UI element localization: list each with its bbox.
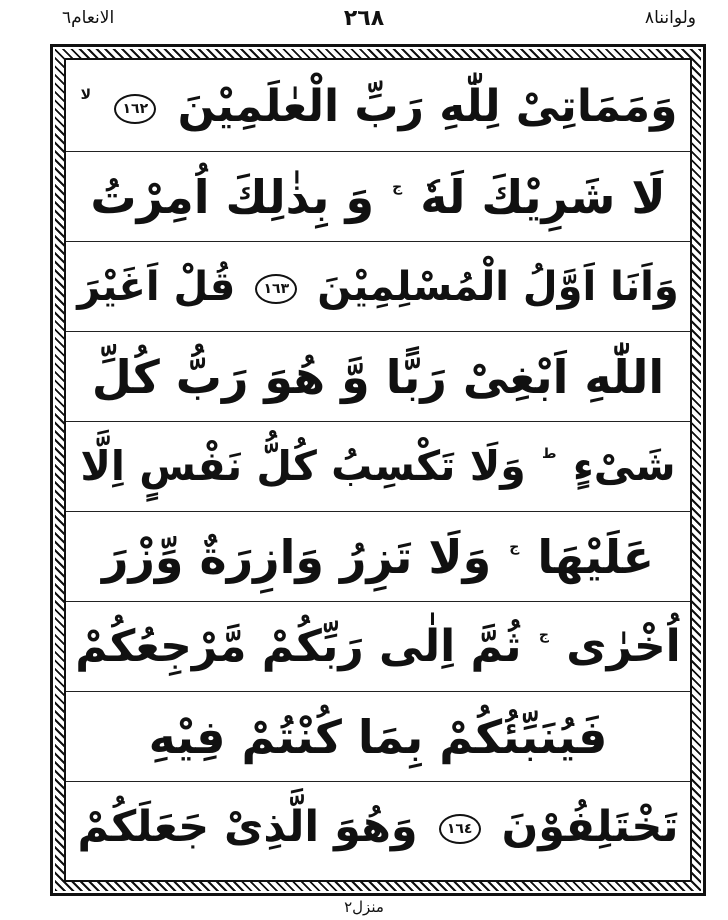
waqf-sign: ط bbox=[542, 446, 557, 462]
text-line bbox=[66, 62, 690, 152]
page-number: ٢٦٨ bbox=[343, 6, 385, 31]
line-text: اُخْرٰى bbox=[566, 620, 681, 672]
manzil-label: منزل٢ bbox=[344, 898, 384, 916]
text-line bbox=[66, 152, 690, 242]
line-text: وَلَا تَزِرُ وَازِرَةٌ وِّزْرَ bbox=[101, 529, 492, 584]
waqf-sign: ج bbox=[392, 178, 403, 195]
waqf-sign: ج bbox=[509, 538, 520, 555]
line-text: عَلَيْهَا bbox=[537, 529, 655, 584]
line-text: اللّٰهِ اَبْغِىْ رَبًّا وَّ هُوَ رَبُّ كُلِّ bbox=[91, 349, 665, 404]
text-line bbox=[66, 692, 690, 782]
line-text: وَمَمَاتِىْ لِلّٰهِ رَبِّ الْعٰلَمِيْنَ bbox=[177, 80, 678, 132]
page-header bbox=[0, 0, 728, 44]
juz-name: ولواننا٨ bbox=[644, 8, 696, 28]
waqf-sign: ج bbox=[538, 626, 549, 643]
text-line bbox=[66, 782, 690, 872]
line-text: وَ بِذٰلِكَ اُمِرْتُ bbox=[90, 169, 375, 224]
line-text: شَىْءٍ bbox=[572, 442, 676, 490]
surah-name: الانعام٦ bbox=[62, 8, 115, 28]
line-text: فَيُنَبِّئُكُمْ بِمَا كُنْتُمْ فِيْهِ bbox=[148, 709, 608, 764]
text-line bbox=[66, 422, 690, 512]
text-line bbox=[66, 602, 690, 692]
ayah-marker: ١٦٢ bbox=[114, 94, 156, 124]
waqf-sign: لا bbox=[80, 86, 91, 103]
line-text: وَهُوَ الَّذِىْ جَعَلَكُمْ bbox=[77, 801, 418, 852]
text-line bbox=[66, 332, 690, 422]
line-text: قُلْ اَغَيْرَ bbox=[77, 263, 236, 310]
line-text: وَلَا تَكْسِبُ كُلُّ نَفْسٍ اِلَّا bbox=[80, 442, 526, 490]
text-line bbox=[66, 242, 690, 332]
text-line bbox=[66, 512, 690, 602]
line-text: تَخْتَلِفُوْنَ bbox=[501, 801, 679, 852]
line-text: لَا شَرِيْكَ لَهٗ bbox=[420, 169, 666, 224]
ayah-marker: ١٦٤ bbox=[439, 814, 481, 844]
ayah-marker: ١٦٣ bbox=[255, 274, 297, 304]
line-text: وَاَنَا اَوَّلُ الْمُسْلِمِيْنَ bbox=[317, 263, 679, 310]
line-text: ثُمَّ اِلٰى رَبِّكُمْ مَّرْجِعُكُمْ bbox=[75, 620, 522, 672]
